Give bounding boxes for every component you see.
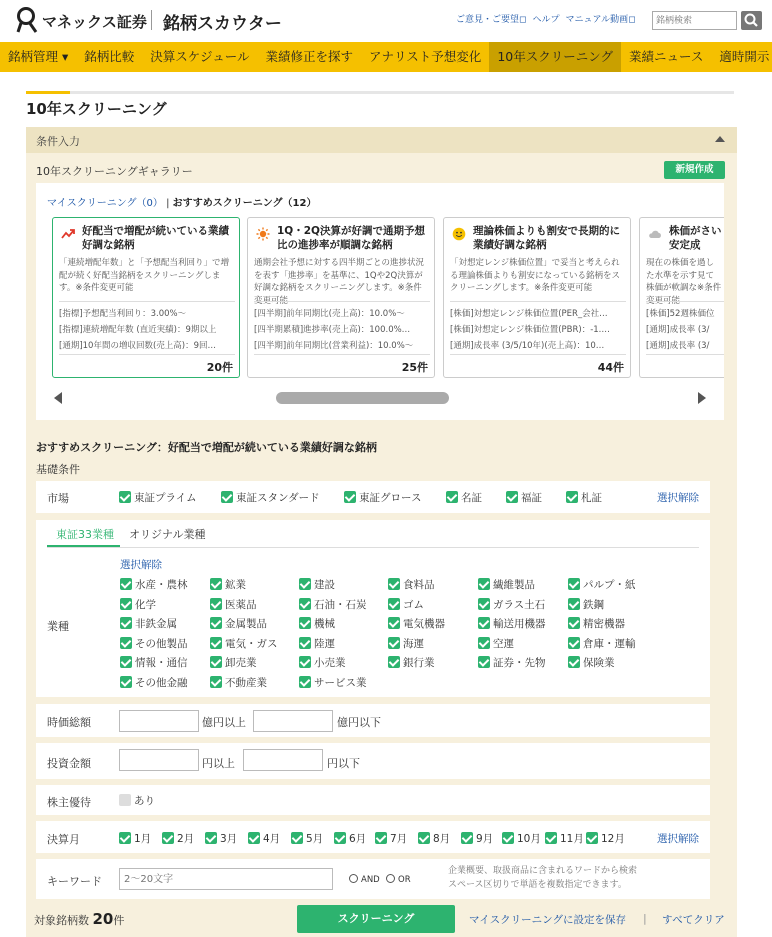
recommended-title: おすすめスクリーニング：好配当で増配が続いている業績好調な銘柄	[36, 441, 377, 454]
market-cap-label: 時価総額	[47, 716, 91, 729]
gallery-scrollbar[interactable]	[52, 391, 708, 405]
month-checkbox[interactable]: 9月	[461, 831, 493, 846]
tab-tse33[interactable]: 東証33業種	[56, 528, 114, 541]
card-title: 株価がさい安定成	[669, 225, 722, 251]
market-checkbox[interactable]: 名証	[446, 490, 482, 505]
radio-icon[interactable]	[386, 874, 395, 883]
checkbox-icon[interactable]	[210, 617, 222, 629]
checkbox-icon[interactable]	[120, 637, 132, 649]
card-description: 通期会社予想に対する四半期ごとの進捗状況を表す「進捗率」を基準に、1Qや2Q決算が好調な銘柄をスクリーニングします。※条件	[254, 258, 425, 293]
industry-row	[36, 520, 710, 697]
month-checkbox[interactable]: 12月	[586, 831, 625, 846]
industry-checkbox[interactable]: 銀行業	[388, 655, 435, 670]
month-checkbox[interactable]: 10月	[502, 831, 541, 846]
gallery-label: 10年スクリーニングギャラリー	[36, 165, 193, 178]
month-checkbox[interactable]: 5月	[291, 831, 323, 846]
industry-checkbox[interactable]: 海運	[388, 636, 424, 651]
market-checkbox[interactable]: 札証	[566, 490, 602, 505]
checkbox-icon[interactable]	[478, 617, 490, 629]
keyword-label: キーワード	[47, 875, 102, 888]
card-divider	[646, 354, 724, 355]
industry-checkbox[interactable]: 化学	[120, 597, 156, 612]
market-cap-max-input[interactable]	[253, 710, 333, 732]
market-checkbox[interactable]: 東証プライム	[119, 490, 197, 505]
checkbox-icon[interactable]	[478, 578, 490, 590]
industry-checkbox[interactable]: 機械	[299, 616, 335, 631]
industry-checkbox[interactable]: 倉庫・運輸	[568, 636, 636, 651]
or-radio[interactable]: OR	[386, 874, 411, 885]
checkbox-icon[interactable]	[388, 617, 400, 629]
checkbox-icon[interactable]	[418, 832, 430, 844]
tab-original-industry[interactable]: オリジナル業種	[129, 528, 206, 541]
card-divider	[59, 301, 235, 302]
month-checkbox[interactable]: 6月	[334, 831, 366, 846]
industry-checkbox[interactable]: 電気・ガス	[210, 636, 278, 651]
checkbox-icon[interactable]	[120, 598, 132, 610]
market-label: 市場	[47, 492, 69, 505]
search-button[interactable]	[741, 11, 762, 30]
keyword-note: スペース区切りで単語を複数指定できます。	[448, 880, 627, 890]
market-cap-min-input[interactable]	[119, 710, 199, 732]
industry-checkbox[interactable]: 金属製品	[210, 616, 267, 631]
month-checkbox[interactable]: 3月	[205, 831, 237, 846]
condition-panel-title: 条件入力	[36, 135, 80, 148]
screening-button[interactable]: スクリーニング	[297, 905, 455, 933]
cloud-icon	[648, 227, 662, 241]
checkbox-icon[interactable]	[506, 491, 518, 503]
top-links	[456, 12, 642, 25]
gallery-card[interactable]	[52, 217, 240, 378]
checkbox-icon[interactable]	[299, 598, 311, 610]
checkbox-icon[interactable]	[566, 491, 578, 503]
checkbox-icon[interactable]	[299, 676, 311, 688]
yutai-checkbox[interactable]: あり	[119, 793, 155, 808]
search-icon	[741, 11, 762, 30]
card-condition: [四半期累積]進捗率(売上高)：100.0%…	[254, 325, 411, 335]
checkbox-icon[interactable]	[568, 656, 580, 668]
tab-my-screening[interactable]: マイスクリーニング（0）	[47, 198, 163, 209]
settlement-clear-link[interactable]: 選択解除	[657, 833, 699, 845]
card-condition: [指標]連続増配年数 (直近実績)：9期以上	[59, 325, 217, 335]
checkbox-icon[interactable]	[446, 491, 458, 503]
checkbox-icon[interactable]	[162, 832, 174, 844]
card-condition: [通期]成長率 (3/	[646, 341, 710, 351]
checkbox-icon[interactable]	[210, 656, 222, 668]
card-title: 理論株価よりも割安で長期的に業績好調な銘柄	[473, 225, 620, 251]
checkbox-icon[interactable]	[299, 637, 311, 649]
smile-icon	[452, 227, 466, 241]
keyword-input[interactable]	[119, 868, 333, 890]
industry-checkbox[interactable]: 輸送用機器	[478, 616, 546, 631]
market-checkbox[interactable]: 東証スタンダード	[221, 490, 320, 505]
checkbox-icon[interactable]	[586, 832, 598, 844]
checkbox-icon[interactable]	[344, 491, 356, 503]
industry-checkbox[interactable]: 精密機器	[568, 616, 625, 631]
market-cap-min-unit: 億円以上	[202, 716, 246, 729]
industry-checkbox[interactable]: 医薬品	[210, 597, 257, 612]
checkbox-icon[interactable]	[388, 637, 400, 649]
condition-panel-header[interactable]	[26, 127, 737, 153]
checkbox-icon[interactable]	[388, 598, 400, 610]
market-checkbox[interactable]: 東証グロース	[344, 490, 421, 505]
nav-10yr-screening[interactable]: 10年スクリーニング	[489, 42, 621, 72]
card-description: 「連続増配年数」と「予想配当利回り」で増配が続く好配当銘柄をスクリーニングします。※条件変更可能	[59, 258, 230, 293]
market-row	[36, 481, 710, 513]
checkbox-icon[interactable]	[119, 491, 131, 503]
sun-icon	[256, 227, 270, 241]
checkbox-icon[interactable]	[334, 832, 346, 844]
tab-separator: |	[166, 198, 170, 209]
stock-search-input[interactable]	[652, 11, 737, 30]
industry-checkbox[interactable]: 陸運	[299, 636, 335, 651]
main-nav	[0, 42, 772, 72]
card-condition: [株価]対想定レンジ株価位置(PBR)：-1.…	[450, 325, 610, 335]
scroll-right-icon[interactable]	[698, 392, 706, 404]
industry-checkbox[interactable]: 建設	[299, 577, 335, 592]
clear-all-link[interactable]: すべてクリア	[662, 914, 725, 926]
checkbox-icon[interactable]	[568, 617, 580, 629]
checkbox-icon[interactable]	[210, 578, 222, 590]
nav-earnings-revision[interactable]: 業績修正を探す	[265, 49, 354, 64]
industry-checkbox[interactable]: 非鉄金属	[120, 616, 177, 631]
checkbox-icon[interactable]	[478, 656, 490, 668]
card-condition: [四半期]前年同期比(営業利益)：10.0%〜	[254, 341, 414, 351]
scroll-thumb[interactable]	[276, 392, 449, 404]
card-title: 好配当で増配が続いている業績好調な銘柄	[82, 225, 229, 251]
month-checkbox[interactable]: 2月	[162, 831, 194, 846]
keyword-row	[36, 859, 710, 899]
checkbox-icon[interactable]	[299, 617, 311, 629]
checkbox-icon[interactable]	[461, 832, 473, 844]
nav-analyst-forecast[interactable]: アナリスト予想変化	[369, 49, 482, 64]
month-checkbox[interactable]: 1月	[119, 831, 151, 846]
footer-separator: |	[643, 912, 647, 925]
card-description: 現在の株価を過した水準を示す見て株価が軟調な※条件	[646, 258, 722, 293]
industry-checkbox[interactable]: 水産・農林	[120, 577, 188, 592]
market-clear-link[interactable]: 選択解除	[657, 492, 699, 504]
trend-up-icon	[61, 227, 75, 241]
card-condition: [指標]予想配当利回り：3.00%〜	[59, 309, 187, 319]
tab-divider	[47, 547, 699, 548]
checkbox-icon[interactable]	[120, 617, 132, 629]
target-count: 対象銘柄数 20件	[34, 910, 125, 928]
card-divider	[646, 301, 724, 302]
industry-checkbox[interactable]: 繊維製品	[478, 577, 535, 592]
checkbox-icon[interactable]	[299, 656, 311, 668]
app-header	[0, 0, 772, 42]
basic-conditions-label: 基礎条件	[36, 463, 80, 476]
industry-checkbox[interactable]: 空運	[478, 636, 514, 651]
and-radio[interactable]: AND	[349, 874, 380, 885]
industry-checkbox[interactable]: 鉄鋼	[568, 597, 604, 612]
card-count: 25件	[401, 361, 428, 374]
target-count-value: 20	[92, 910, 114, 928]
industry-checkbox[interactable]: 保険業	[568, 655, 615, 670]
card-divider	[254, 301, 430, 302]
checkbox-icon[interactable]	[388, 656, 400, 668]
monex-logo-icon[interactable]	[15, 7, 39, 33]
card-count: 44件	[597, 361, 624, 374]
checkbox-icon[interactable]	[299, 578, 311, 590]
industry-label: 業種	[47, 620, 69, 633]
investment-min-unit: 円以上	[202, 757, 235, 770]
industry-checkbox[interactable]: 小売業	[299, 655, 346, 670]
gallery-card[interactable]	[639, 217, 724, 378]
industry-checkbox[interactable]: 鉱業	[210, 577, 246, 592]
title-rule	[26, 91, 734, 94]
gallery-card[interactable]	[247, 217, 435, 378]
card-count: 20件	[206, 361, 233, 374]
save-my-screening-link[interactable]: マイスクリーニングに設定を保存	[469, 914, 626, 926]
month-checkbox[interactable]: 4月	[248, 831, 280, 846]
card-condition: [通期]成長率 (3/	[646, 325, 710, 335]
card-condition: [通期]10年間の増収回数(売上高)：9回…	[59, 341, 216, 351]
industry-checkbox[interactable]: ゴム	[388, 597, 424, 612]
nav-timely-disclosure[interactable]: 適時開示	[719, 49, 770, 64]
industry-checkbox[interactable]: 電気機器	[388, 616, 445, 631]
radio-icon[interactable]	[349, 874, 358, 883]
checkbox-icon[interactable]	[210, 598, 222, 610]
settlement-row	[36, 821, 710, 853]
scroll-left-icon[interactable]	[54, 392, 62, 404]
card-divider	[450, 301, 626, 302]
card-title: 1Q・2Q決算が好調で通期予想比の進捗率が順調な銘柄	[277, 225, 425, 251]
industry-checkbox[interactable]: パルプ・紙	[568, 577, 636, 592]
checkbox-icon[interactable]	[478, 598, 490, 610]
card-divider	[254, 354, 430, 355]
header-divider	[151, 10, 152, 30]
manual-video-link[interactable]: マニュアル動画◻	[565, 15, 636, 25]
market-checkbox[interactable]: 福証	[506, 490, 542, 505]
checkbox-icon[interactable]	[210, 676, 222, 688]
checkbox-icon[interactable]	[545, 832, 557, 844]
checkbox-icon[interactable]	[291, 832, 303, 844]
nav-stock-management[interactable]: 銘柄管理 ▾	[8, 49, 69, 64]
investment-min-input[interactable]	[119, 749, 199, 771]
checkbox-icon[interactable]	[248, 832, 260, 844]
checkbox-icon[interactable]	[120, 578, 132, 590]
industry-checkbox[interactable]: 情報・通信	[120, 655, 188, 670]
gallery-card[interactable]	[443, 217, 631, 378]
checkbox-icon[interactable]	[388, 578, 400, 590]
industry-checkbox[interactable]: 不動産業	[210, 675, 267, 690]
nav-earnings-schedule[interactable]: 決算スケジュール	[150, 49, 250, 64]
card-condition: [四半期]前年同期比(売上高)：10.0%〜	[254, 309, 405, 319]
checkbox-icon[interactable]	[119, 832, 131, 844]
checkbox-icon[interactable]	[119, 794, 131, 806]
checkbox-icon[interactable]	[221, 491, 233, 503]
nav-stock-compare[interactable]: 銘柄比較	[84, 49, 135, 64]
industry-checkbox[interactable]: 証券・先物	[478, 655, 546, 670]
card-condition: [株価]52週株価位	[646, 309, 715, 319]
app-title[interactable]: 銘柄スカウター	[163, 14, 282, 34]
checkbox-icon[interactable]	[568, 637, 580, 649]
brand-name[interactable]: マネックス証券	[42, 13, 147, 31]
industry-clear-link[interactable]: 選択解除	[120, 559, 162, 571]
card-divider	[59, 354, 235, 355]
keyword-note: 企業概要、取扱商品に含まれるワードから検索	[448, 866, 638, 876]
investment-label: 投資金額	[47, 757, 91, 770]
collapse-arrow-icon[interactable]	[715, 136, 725, 142]
month-checkbox[interactable]: 8月	[418, 831, 450, 846]
market-cap-row	[36, 704, 710, 737]
checkbox-icon[interactable]	[210, 637, 222, 649]
card-condition: [通期]成長率 (3/5/10年)(売上高)：10…	[450, 341, 605, 351]
investment-row	[36, 743, 710, 779]
month-checkbox[interactable]: 11月	[545, 831, 584, 846]
industry-checkbox[interactable]: サービス業	[299, 675, 367, 690]
screening-gallery	[36, 183, 724, 420]
industry-checkbox[interactable]: ガラス土石	[478, 597, 545, 612]
card-divider	[450, 354, 626, 355]
yutai-row	[36, 785, 710, 815]
feedback-link[interactable]: ご意見・ご要望◻	[456, 15, 527, 25]
month-checkbox[interactable]: 7月	[375, 831, 407, 846]
checkbox-icon[interactable]	[120, 656, 132, 668]
card-description: 「対想定レンジ株価位置」で妥当と考えられる理論株価よりも割安になっている銘柄をスクリーニングします。※条件変更可能	[450, 258, 621, 293]
page-title: 10年スクリーニング	[26, 100, 167, 118]
industry-checkbox[interactable]: その他製品	[120, 636, 188, 651]
industry-checkbox[interactable]: 石油・石炭	[299, 597, 367, 612]
help-link[interactable]: ヘルプ	[532, 15, 560, 25]
checkbox-icon[interactable]	[568, 598, 580, 610]
investment-max-input[interactable]	[243, 749, 323, 771]
checkbox-icon[interactable]	[375, 832, 387, 844]
industry-checkbox[interactable]: 食料品	[388, 577, 435, 592]
gallery-tabs	[47, 194, 316, 209]
checkbox-icon[interactable]	[568, 578, 580, 590]
settlement-label: 決算月	[47, 833, 80, 846]
checkbox-icon[interactable]	[502, 832, 514, 844]
checkbox-icon[interactable]	[120, 676, 132, 688]
industry-checkbox[interactable]: その他金融	[120, 675, 188, 690]
new-screening-button[interactable]: 新規作成	[664, 161, 725, 179]
market-cap-max-unit: 億円以下	[337, 716, 381, 729]
checkbox-icon[interactable]	[478, 637, 490, 649]
industry-checkbox[interactable]: 卸売業	[210, 655, 257, 670]
investment-max-unit: 円以下	[327, 757, 360, 770]
card-condition: [株価]対想定レンジ株価位置(PER_会社…	[450, 309, 608, 319]
nav-earnings-news[interactable]: 業績ニュース	[628, 49, 704, 64]
checkbox-icon[interactable]	[205, 832, 217, 844]
tab-recommended-screening[interactable]: おすすめスクリーニング（12）	[172, 198, 317, 209]
yutai-label: 株主優待	[47, 796, 91, 809]
